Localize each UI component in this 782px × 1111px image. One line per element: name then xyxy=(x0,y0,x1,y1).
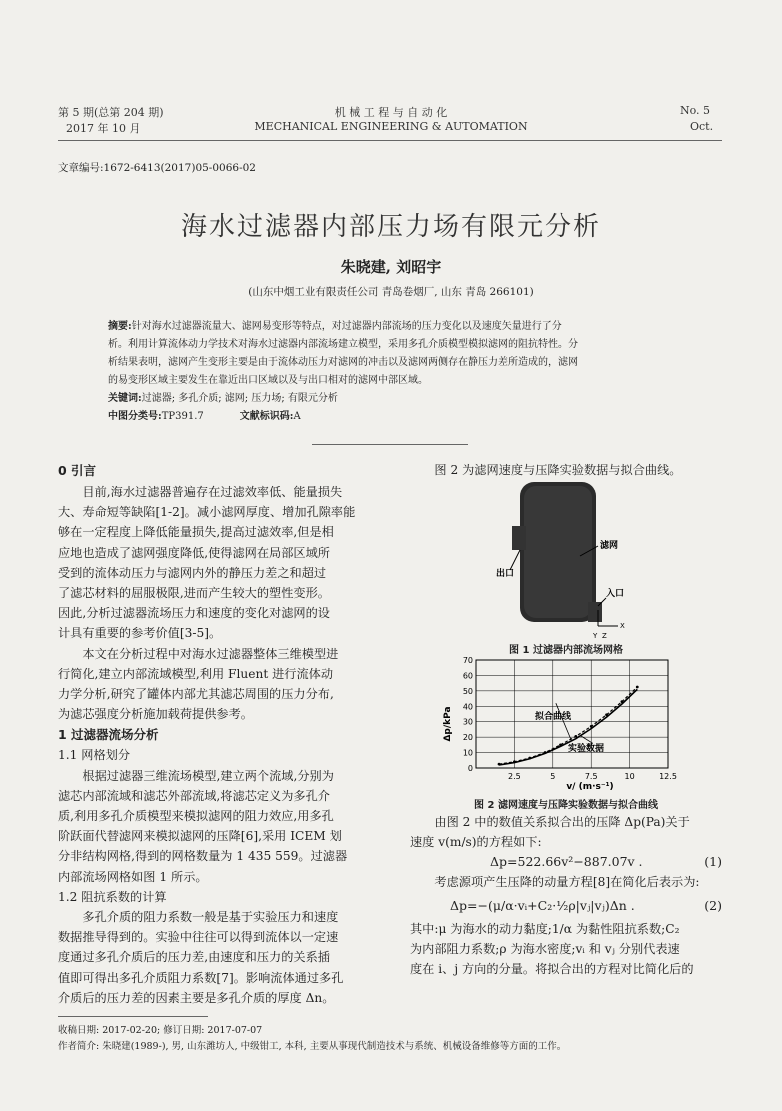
keywords: 过滤器; 多孔介质; 滤网; 压力场; 有限元分析 xyxy=(141,393,338,404)
experiment-data-point xyxy=(513,760,516,763)
equation-2 xyxy=(410,893,722,919)
intro-paragraph xyxy=(58,482,382,724)
y-tick-label: 40 xyxy=(462,702,473,712)
text-line: 速度 v(m/s)的方程如下: xyxy=(410,835,542,850)
experiment-data-point xyxy=(590,725,593,728)
text-line: 数据推导得到的。实验中往往可以得到流体以一定速 xyxy=(58,930,339,945)
legend-experiment-data: 实验数据 xyxy=(568,744,605,754)
text-line: 内部流场网格如图 1 所示。 xyxy=(58,869,208,884)
issue-no: No. 5 xyxy=(680,104,711,117)
filter-mesh-figure xyxy=(490,478,640,640)
text-line: 由图 2 中的数值关系拟合出的压降 Δp(Pa)关于 xyxy=(434,815,690,829)
issue-date: 2017 年 10 月 xyxy=(66,122,141,135)
experiment-data-point xyxy=(621,700,624,703)
text-line: 滤芯内部流域和滤芯外部流域,将滤芯定义为多孔介 xyxy=(58,788,330,803)
axis-z-label: Z xyxy=(602,632,607,640)
section-0-heading: 0 引言 xyxy=(58,463,97,478)
text-line: 分非结构网格,得到的网格数量为 1 435 559。过滤器 xyxy=(58,849,348,864)
section-1-heading: 1 过滤器流场分析 xyxy=(58,727,159,743)
experiment-data-point xyxy=(605,713,608,716)
inlet-label: 入口 xyxy=(606,589,625,599)
text-line: 介质后的压力差的因素主要是多孔介质的厚度 Δn。 xyxy=(58,990,335,1005)
text-line: 根据过滤器三维流场模型,建立两个流域,分别为 xyxy=(82,768,334,783)
journal-title-en: MECHANICAL ENGINEERING & AUTOMATION xyxy=(254,120,528,133)
clc-label: 中图分类号: xyxy=(108,411,162,422)
text-line: 受到的流体动压力与滤网内外的静压力差之和超过 xyxy=(58,565,327,580)
x-tick-label: 7.5 xyxy=(584,772,598,781)
y-tick-label: 0 xyxy=(467,764,473,773)
header-rule xyxy=(58,140,722,141)
footnote-rule xyxy=(58,1016,208,1017)
filter-body-shading xyxy=(524,486,592,618)
x-tick-label: 10 xyxy=(624,772,635,781)
equation-2-number: (2) xyxy=(704,897,722,913)
doc-code: A xyxy=(293,411,301,422)
abstract-label: 摘要: xyxy=(108,321,132,332)
experiment-data-point xyxy=(544,751,547,754)
author-bio: 作者简介: 朱晓建(1989-), 男, 山东潍坊人, 中级钳工, 本科, 主要从事现代制造技术与系统、机械设备维修等方面的工作。 xyxy=(58,1041,567,1052)
text-line: 图 2 为滤网速度与压降实验数据与拟合曲线。 xyxy=(434,463,682,477)
experiment-data-point xyxy=(636,686,639,689)
experiment-data-point xyxy=(528,757,531,760)
x-axis-label: v/ (m·s⁻¹) xyxy=(566,782,614,792)
paper-title: 海水过滤器内部压力场有限元分析 xyxy=(180,212,601,242)
experiment-data-point xyxy=(574,735,577,738)
text-line: 行简化,建立内部流域模型,利用 Fluent 进行流体动 xyxy=(58,666,334,681)
text-line: 力学分析,研究了罐体内部尤其滤芯周围的压力分布, xyxy=(58,687,334,702)
text-line: 因此,分析过滤器流场压力和速度的变化对滤网的设 xyxy=(58,606,330,621)
text-line: 度通过多孔介质后的压力差,由速度和压力的关系插 xyxy=(58,950,330,965)
figure-2-caption: 图 2 滤网速度与压降实验数据与拟合曲线 xyxy=(474,800,658,811)
abstract-line: 的易变形区域主要发生在靠近出口区域以及与出口相对的滤网中部区域。 xyxy=(108,375,428,386)
equation-1-number: (1) xyxy=(704,854,722,870)
y-axis-label: Δp/kPa xyxy=(443,706,453,742)
experiment-data-point xyxy=(559,743,562,746)
y-tick-label: 60 xyxy=(462,671,473,681)
mesh-paragraph xyxy=(58,766,382,887)
pressure-velocity-chart xyxy=(440,656,702,792)
text-line: 考虑源项产生压降的动量方程[8]在简化后表示为: xyxy=(434,875,700,890)
keywords-label: 关键词: xyxy=(108,393,142,404)
article-number: 文章编号:1672-6413(2017)05-0066-02 xyxy=(58,162,256,174)
text-line: 了滤芯材料的屈服极限,进而产生较大的塑性变形。 xyxy=(58,586,330,601)
experiment-data-leader xyxy=(580,736,592,744)
doc-code-label: 文献标识码: xyxy=(239,411,294,422)
text-line: 质,利用多孔介质模型来模拟滤网的阻力效应,用多孔 xyxy=(58,809,334,824)
left-column xyxy=(58,460,382,1008)
text-line: 为滤芯强度分析施加载荷提供参考。 xyxy=(58,707,253,722)
affiliation: (山东中烟工业有限责任公司 青岛卷烟厂, 山东 青岛 266101) xyxy=(248,286,534,298)
text-line: 阶跃面代替滤网来模拟滤网的压降[6],采用 ICEM 划 xyxy=(58,829,342,844)
x-tick-label: 2.5 xyxy=(508,772,521,781)
text-line: 本文在分析过程中对海水过滤器整体三维模型进 xyxy=(82,646,339,661)
equation-1 xyxy=(410,852,722,872)
y-tick-label: 10 xyxy=(462,748,473,758)
clc-code: TP391.7 xyxy=(161,411,204,422)
issue-month: Oct. xyxy=(690,120,714,133)
axis-y-label: Y xyxy=(593,632,598,640)
abstract-line: 析。利用计算流体动力学技术对海水过滤器内部流场建立模型，采用多孔介质模型模拟滤网的阻抗特性。分 xyxy=(108,339,578,350)
text-line: 计具有重要的参考价值[3-5]。 xyxy=(58,626,222,641)
outlet-pipe xyxy=(512,526,526,550)
abstract xyxy=(108,318,680,426)
text-line: 目前,海水过滤器普遍存在过滤效率低、能量损失 xyxy=(82,485,343,499)
subsection-1-1-heading: 1.1 网格划分 xyxy=(58,748,131,763)
text-line: 大、寿命短等缺陷[1-2]。减小滤网厚度、增加孔隙率能 xyxy=(58,505,356,520)
x-tick-label: 5 xyxy=(550,772,556,781)
experiment-data-point xyxy=(498,763,501,766)
text-line: 应地也造成了滤网强度降低,使得滤网在局部区域所 xyxy=(58,545,330,560)
issue-number: 第 5 期(总第 204 期) xyxy=(58,106,164,119)
text-line: 够在一定程度上降低能量损失,提高过滤效率,但是相 xyxy=(58,525,334,540)
text-line: 其中:μ 为海水的动力黏度;1/α 为黏性阻抗系数;C₂ xyxy=(410,921,680,936)
figure-1-caption: 图 1 过滤器内部流场网格 xyxy=(509,645,623,656)
abstract-line: 析结果表明，滤网产生变形主要是由于流体动压力对滤网的冲击以及滤网两侧存在静压力差所造成的，滤网 xyxy=(108,357,578,368)
authors: 朱晓建, 刘昭宇 xyxy=(340,258,442,276)
outlet-label: 出口 xyxy=(496,569,515,579)
journal-title-cn: 机 械 工 程 与 自 动 化 xyxy=(334,106,448,119)
x-tick-label: 12.5 xyxy=(659,772,677,781)
axis-x-label: X xyxy=(620,622,625,630)
mesh-label: 滤网 xyxy=(600,541,619,551)
abstract-divider xyxy=(312,444,468,445)
y-tick-label: 30 xyxy=(462,717,473,727)
y-tick-label: 20 xyxy=(462,733,473,743)
text-line: 多孔介质的阻力系数一般是基于实验压力和速度 xyxy=(82,910,339,925)
text-line: 度在 i、j 方向的分量。将拟合出的方程对比简化后的 xyxy=(410,962,694,977)
equation-1-body: Δp=522.66v²−887.07v . xyxy=(490,854,643,870)
abstract-line: 针对海水过滤器流量大、滤网易变形等特点，对过滤器内部流场的压力变化以及速度矢量进行了分 xyxy=(131,321,562,332)
subsection-1-2-heading: 1.2 阻抗系数的计算 xyxy=(58,889,167,904)
received-dates: 收稿日期: 2017-02-20; 修订日期: 2017-07-07 xyxy=(58,1025,263,1036)
y-tick-label: 70 xyxy=(462,656,473,665)
inlet-pipe xyxy=(588,602,602,622)
coefficient-paragraph xyxy=(58,907,382,1008)
legend-fit-curve: 拟合曲线 xyxy=(535,712,572,722)
equation-2-body: Δp=−(μ/α·vᵢ+C₂·½ρ|vⱼ|vⱼ)Δn . xyxy=(450,897,635,913)
text-line: 值即可得出多孔介质阻力系数[7]。影响流体通过多孔 xyxy=(58,970,344,985)
y-tick-label: 50 xyxy=(462,686,473,696)
text-line: 为内部阻力系数;ρ 为海水密度;vᵢ 和 vⱼ 分别代表速 xyxy=(410,941,680,956)
right-column-text xyxy=(410,812,722,979)
outlet-leader-line xyxy=(510,550,520,570)
